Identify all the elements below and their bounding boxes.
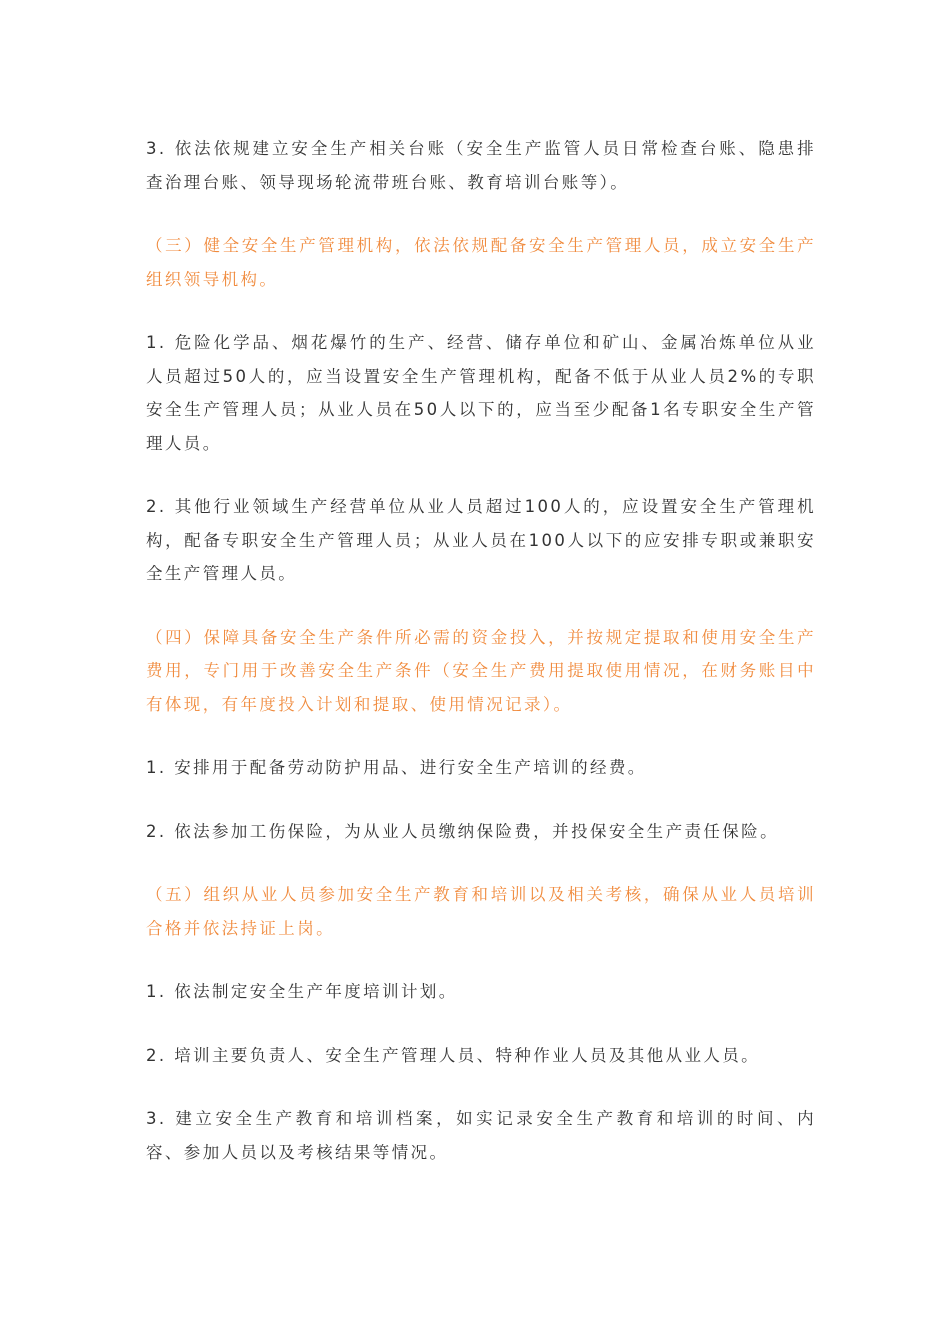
paragraph-insurance: 2. 依法参加工伤保险，为从业人员缴纳保险费，并投保安全生产责任保险。 (146, 821, 779, 841)
section-heading-three: （三）健全安全生产管理机构，依法依规配备安全生产管理人员，成立安全生产组织领导机构。 (146, 236, 816, 289)
document-body (146, 132, 816, 1199)
paragraph-hazardous-industries: 1. 危险化学品、烟花爆竹的生产、经营、储存单位和矿山、金属冶炼单位从业人员超过50人的，应当设置安全生产管理机构，配备不低于从业人员2%的专职安全生产管理人员；从业人员在50人以下的，应当至少配备1名专职安全生产管理人员。 (146, 333, 816, 453)
paragraph-training-plan: 1. 依法制定安全生产年度培训计划。 (146, 982, 458, 1001)
section-heading-four: （四）保障具备安全生产条件所必需的资金投入，并按规定提取和使用安全生产费用，专门用于改善安全生产条件（安全生产费用提取使用情况，在财务账目中有体现，有年度投入计划和提取、使用情况记录）。 (146, 627, 816, 714)
section-heading-five: （五）组织从业人员参加安全生产教育和培训以及相关考核，确保从业人员培训合格并依法持证上岗。 (146, 885, 816, 938)
paragraph-training-targets: 2. 培训主要负责人、安全生产管理人员、特种作业人员及其他从业人员。 (146, 1045, 761, 1065)
paragraph-other-industries: 2. 其他行业领域生产经营单位从业人员超过100人的，应设置安全生产管理机构，配备专职安全生产管理人员；从业人员在100人以下的应安排专职或兼职安全生产管理人员。 (146, 497, 816, 583)
paragraph-training-records: 3. 建立安全生产教育和培训档案，如实记录安全生产教育和培训的时间、内容、参加人员以及考核结果等情况。 (146, 1109, 816, 1162)
paragraph-ledger-requirements: 3. 依法依规建立安全生产相关台账（安全生产监管人员日常检查台账、隐患排查治理台账、领导现场轮流带班台账、教育培训台账等）。 (146, 139, 816, 192)
paragraph-training-funds: 1. 安排用于配备劳动防护用品、进行安全生产培训的经费。 (146, 758, 647, 777)
